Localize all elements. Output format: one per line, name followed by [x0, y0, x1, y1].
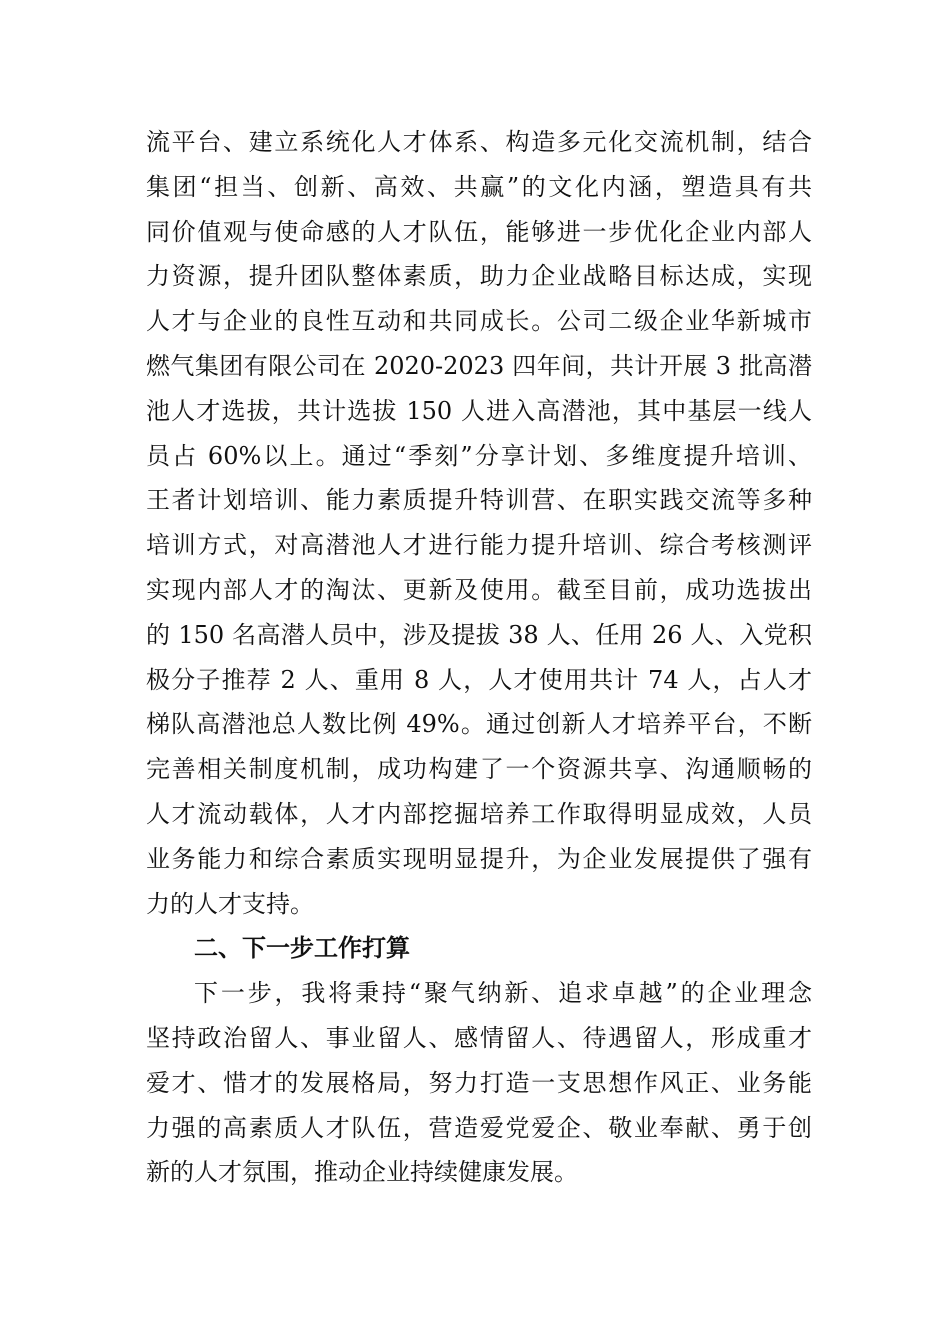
- document-body: [146, 120, 812, 1195]
- paragraph-line: 流平台、建立系统化人才体系、构造多元化交流机制，结合: [146, 128, 812, 156]
- paragraph-line: 员占 60%以上。通过“季刻”分享计划、多维度提升培训、: [146, 441, 812, 470]
- paragraph-line: 实现内部人才的淘汰、更新及使用。截至目前，成功选拔出: [146, 575, 812, 604]
- paragraph-line: 完善相关制度机制，成功构建了一个资源共享、沟通顺畅的: [146, 755, 812, 784]
- paragraph-line: 的 150 名高潜人员中，涉及提拔 38 人、任用 26 人、入党积: [146, 620, 812, 649]
- paragraph-line: 梯队高潜池总人数比例 49%。通过创新人才培养平台，不断: [146, 710, 812, 739]
- paragraph-line: 力资源，提升团队整体素质，助力企业战略目标达成，实现: [146, 262, 812, 291]
- section-heading: 二、下一步工作打算: [194, 934, 410, 963]
- paragraph-line: 燃气集团有限公司在 2020-2023 四年间，共计开展 3 批高潜: [146, 351, 812, 380]
- paragraph-line: 人才与企业的良性互动和共同成长。公司二级企业华新城市: [146, 307, 812, 336]
- paragraph-line: 王者计划培训、能力素质提升特训营、在职实践交流等多种: [146, 486, 812, 515]
- paragraph-line: 培训方式，对高潜池人才进行能力提升培训、综合考核测评: [146, 531, 812, 560]
- paragraph-line: 爱才、惜才的发展格局，努力打造一支思想作风正、业务能: [146, 1068, 812, 1097]
- paragraph-line: 坚持政治留人、事业留人、感情留人、待遇留人，形成重才: [146, 1023, 812, 1052]
- paragraph-talent-pool: [146, 120, 812, 926]
- paragraph-line: 人才流动载体，人才内部挖掘培养工作取得明显成效，人员: [146, 799, 812, 828]
- paragraph-line: 力强的高素质人才队伍，营造爱党爱企、敬业奉献、勇于创: [146, 1113, 812, 1142]
- paragraph-next-steps: [146, 971, 812, 1195]
- paragraph-line: 下一步，我将秉持“聚气纳新、追求卓越”的企业理念: [194, 979, 812, 1008]
- paragraph-line: 极分子推荐 2 人、重用 8 人，人才使用共计 74 人，占人才: [146, 665, 812, 694]
- paragraph-line: 集团“担当、创新、高效、共赢”的文化内涵，塑造具有共: [146, 172, 812, 201]
- paragraph-line: 池人才选拔，共计选拔 150 人进入高潜池，其中基层一线人: [146, 396, 812, 425]
- paragraph-line: 新的人才氛围，推动企业持续健康发展。: [146, 1158, 578, 1187]
- paragraph-line: 力的人才支持。: [146, 889, 314, 918]
- paragraph-line: 业务能力和综合素质实现明显提升，为企业发展提供了强有: [146, 844, 812, 873]
- paragraph-line: 同价值观与使命感的人才队伍，能够进一步优化企业内部人: [146, 217, 812, 246]
